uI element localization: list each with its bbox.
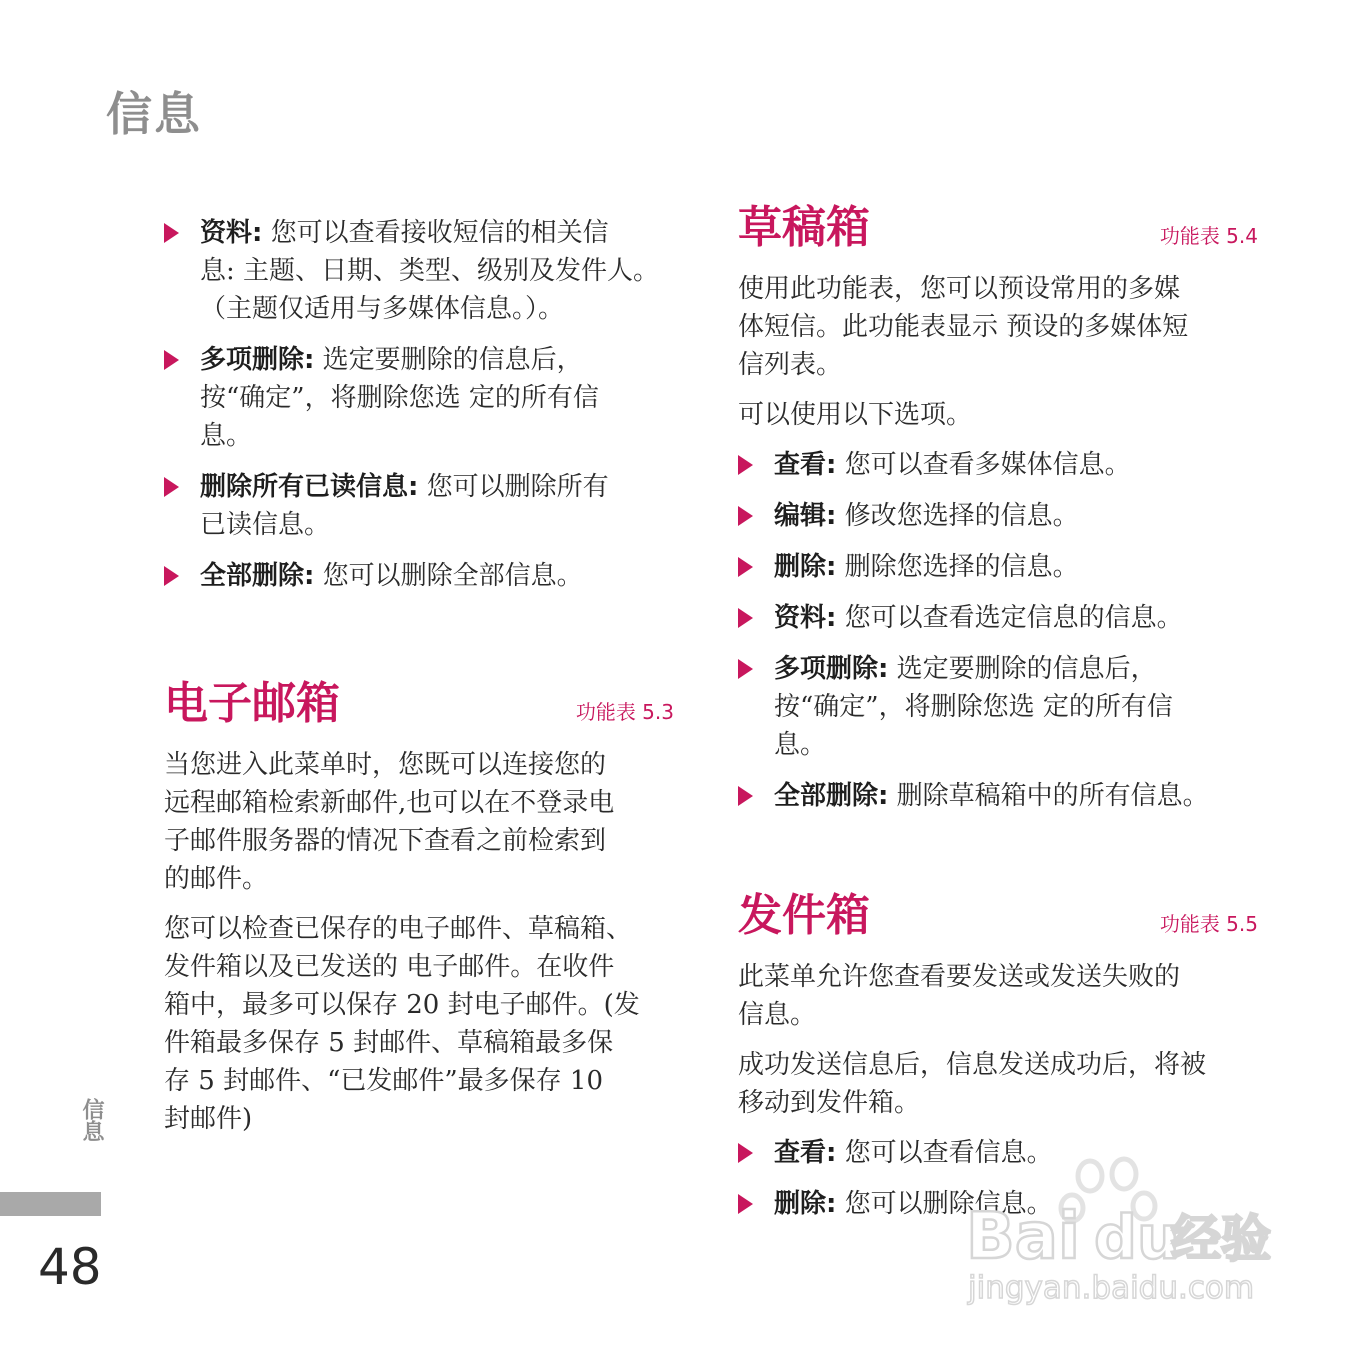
bullet-arrow-icon (164, 477, 179, 497)
email-section-title: 电子邮箱 (164, 678, 340, 729)
bullet-arrow-icon (738, 557, 753, 577)
bullet-text: 您可以删除所有 (426, 472, 609, 502)
drafts-paragraph: 使用此功能表，您可以预设常用的多媒 体短信。此功能表显示 预设的多媒体短 信列表。 (738, 274, 1189, 380)
svg-text:经验: 经验 (1171, 1210, 1271, 1268)
bullet-arrow-icon (164, 223, 179, 243)
email-section-header (164, 676, 674, 736)
page-title: 信息 (106, 87, 202, 141)
svg-text:du: du (1094, 1203, 1180, 1273)
outbox-menu-reference: 功能表 5.5 (1159, 912, 1258, 936)
bullet-text: 息。 (200, 421, 253, 451)
drafts-section-title: 草稿箱 (738, 202, 870, 253)
bullet-text: 选定要删除的信息后， (322, 345, 583, 375)
list-item (164, 557, 674, 595)
paw-logo-icon (966, 1156, 1286, 1306)
bullet-text: 您可以查看信息。 (844, 1138, 1053, 1168)
bullet-term: 资料: (774, 603, 837, 633)
list-item (164, 468, 674, 544)
bullet-arrow-icon (738, 455, 753, 475)
bullet-arrow-icon (738, 659, 753, 679)
bullet-text: 您可以查看接收短信的相关信 (270, 218, 609, 248)
left-bullet-list (164, 214, 674, 595)
bullet-term: 删除: (774, 552, 837, 582)
bullet-text: 您可以删除信息。 (844, 1189, 1053, 1219)
bullet-term: 编辑: (774, 501, 837, 531)
list-item (738, 497, 1258, 535)
list-item (738, 446, 1258, 484)
side-tab-label: 信息 (79, 1098, 104, 1142)
outbox-section-header (738, 888, 1258, 948)
outbox-paragraph: 此菜单允许您查看要发送或发送失败的 信息。 (738, 962, 1181, 1030)
left-column (164, 214, 674, 1150)
bullet-text: 删除草稿箱中的所有信息。 (896, 781, 1209, 811)
bullet-text: （主题仅适用与多媒体信息。）。 (200, 294, 565, 324)
bullet-arrow-icon (738, 1143, 753, 1163)
bullet-term: 多项删除: (774, 654, 889, 684)
bullet-text: 删除您选择的信息。 (844, 552, 1079, 582)
list-item (164, 341, 674, 455)
page-number: 48 (38, 1238, 102, 1296)
bullet-text: 您可以查看多媒体信息。 (844, 450, 1131, 480)
bullet-arrow-icon (738, 506, 753, 526)
email-paragraph: 当您进入此菜单时，您既可以连接您的 远程邮箱检索新邮件,也可以在不登录电 子邮件服务器的情况下查看之前检索到 的邮件。 (164, 750, 615, 894)
bullet-text: 已读信息。 (200, 510, 331, 540)
drafts-bullet-list (738, 446, 1258, 815)
right-column (738, 200, 1258, 1236)
bullet-text: 选定要删除的信息后， (896, 654, 1157, 684)
bullet-arrow-icon (164, 566, 179, 586)
bullet-term: 查看: (774, 1138, 837, 1168)
bullet-text: 息。 (774, 730, 827, 760)
list-item (738, 777, 1258, 815)
list-item (164, 214, 674, 328)
baidu-watermark-logo (966, 1156, 1286, 1310)
list-item (738, 650, 1258, 764)
list-item (738, 548, 1258, 586)
bullet-term: 全部删除: (774, 781, 889, 811)
list-item (738, 599, 1258, 637)
svg-text:Bai: Bai (966, 1200, 1080, 1274)
side-tab-bar (0, 1192, 101, 1216)
bullet-arrow-icon (738, 1194, 753, 1214)
bullet-term: 删除: (774, 1189, 837, 1219)
drafts-menu-reference: 功能表 5.4 (1159, 224, 1258, 248)
bullet-text: 息: 主题、日期、类型、级别及发件人。 (200, 256, 660, 286)
bullet-arrow-icon (738, 608, 753, 628)
bullet-arrow-icon (738, 786, 753, 806)
bullet-term: 多项删除: (200, 345, 315, 375)
email-menu-reference: 功能表 5.3 (575, 700, 674, 724)
drafts-paragraph: 可以使用以下选项。 (738, 400, 973, 430)
bullet-arrow-icon (164, 350, 179, 370)
bullet-term: 查看: (774, 450, 837, 480)
bullet-text: 修改您选择的信息。 (844, 501, 1079, 531)
svg-text:jingyan.baidu.com: jingyan.baidu.com (968, 1270, 1255, 1306)
bullet-text: 按“确定”，将删除您选 定的所有信 (774, 692, 1173, 722)
email-paragraph: 您可以检查已保存的电子邮件、草稿箱、 发件箱以及已发送的 电子邮件。在收件 箱中，最多可以保存 20 封电子邮件。(发 件箱最多保存 5 封邮件、草稿箱最多保 存 5 封邮件、“已发邮件”最多保存 10 封邮件) (164, 914, 640, 1134)
bullet-text: 您可以删除全部信息。 (322, 561, 583, 591)
bullet-term: 全部删除: (200, 561, 315, 591)
outbox-paragraph: 成功发送信息后，信息发送成功后，将被 移动到发件箱。 (738, 1050, 1207, 1118)
bullet-text: 按“确定”，将删除您选 定的所有信 (200, 383, 599, 413)
bullet-term: 删除所有已读信息: (200, 472, 419, 502)
bullet-text: 您可以查看选定信息的信息。 (844, 603, 1183, 633)
bullet-term: 资料: (200, 218, 263, 248)
outbox-section-title: 发件箱 (738, 890, 870, 941)
drafts-section-header (738, 200, 1258, 260)
